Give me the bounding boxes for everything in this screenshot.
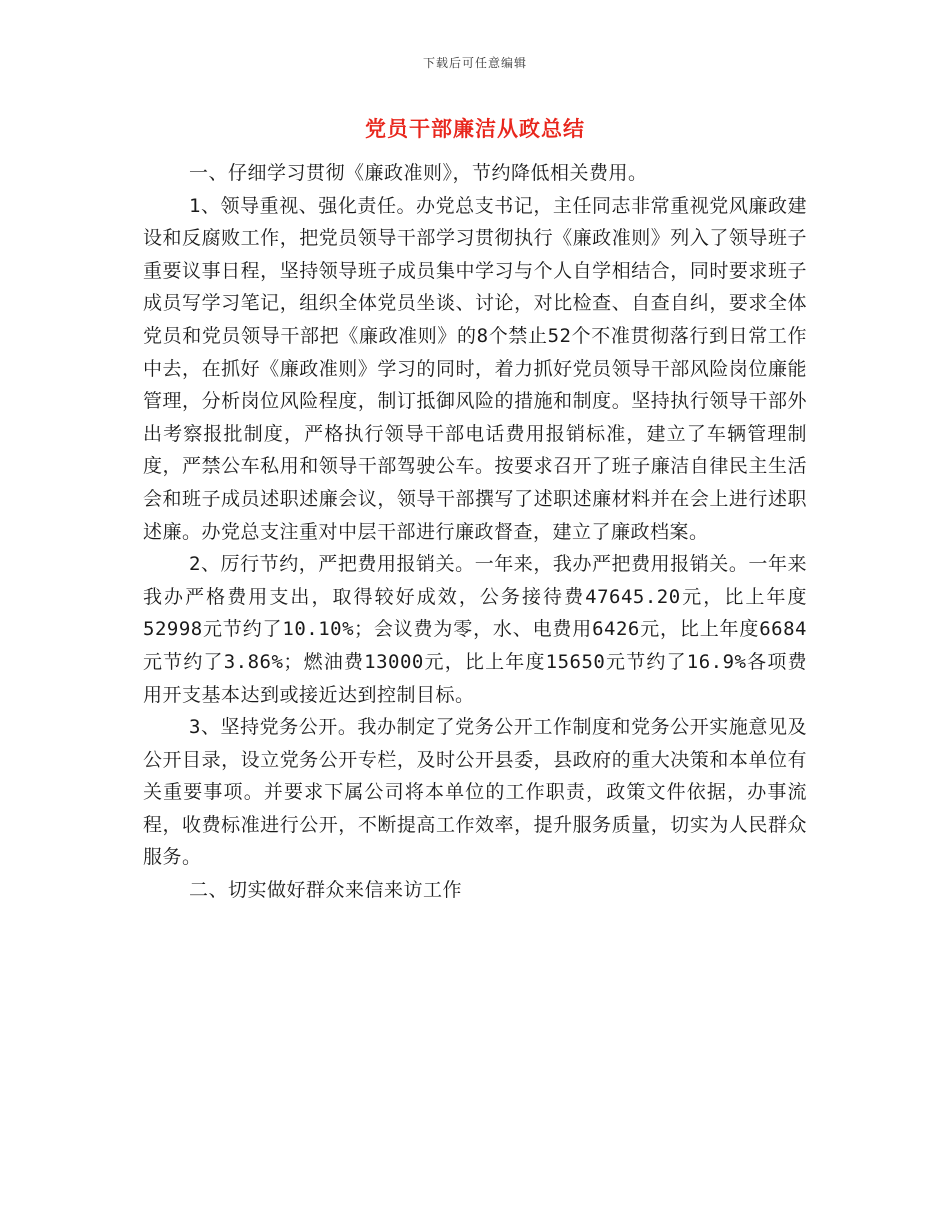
section-heading-2: 二、切实做好群众来信来访工作 [189,879,463,902]
header-note: 下载后可任意编辑 [422,56,527,70]
document-title: 党员干部廉洁从政总结 [365,117,585,141]
section-heading-1: 一、仔细学习贯彻《廉政准则》，节约降低相关费用。 [189,162,648,184]
paragraph-1: 1、领导重视、强化责任。办党总支书记，主任同志非常重视党风廉政建设和反腐败工作，把党员领导干部学习贯彻执行《廉政准则》列入了领导班子重要议事日程，坚持领导班子成员集中学习与个人自学相结合，同时要求班子成员写学习笔记，组织全体党员坐谈、讨论，对比检查、自查自纠，要求全体党员和党员领导干部把《廉政准则》的8个禁止52个不准贯彻落行到日常工作中去，在抓好《廉政准则》学习的同时，着力抓好党员领导干部风险岗位廉能管理，分析岗位风险程度，制订抵御风险的措施和制度。坚持执行领导干部外出考察报批制度，严格执行领导干部电话费用报销标准，建立了车辆管理制度，严禁公车私用和领导干部驾驶公车。按要求召开了班子廉洁自律民主生活会和班子成员述职述廉会议，领导干部撰写了述职述廉材料并在会上进行述职述廉。办党总支注重对中层干部进行廉政督查，建立了廉政档案。 [143,194,807,543]
paragraph-2: 2、厉行节约，严把费用报销关。一年来，我办严把费用报销关。一年来我办严格费用支出，取得较好成效，公务接待费47645.20元，比上年度52998元节约了10.10%；会议费为零，水、电费用6426元，比上年度6684元节约了3.86%；燃油费13000元，比上年度15650元节约了16.9%各项费用开支基本达到或接近达到控制目标。 [143,553,807,706]
paragraph-3: 3、坚持党务公开。我办制定了党务公开工作制度和党务公开实施意见及公开目录，设立党务公开专栏，及时公开县委，县政府的重大决策和本单位有关重要事项。并要求下属公司将本单位的工作职责，政策文件依据，办事流程，收费标准进行公开，不断提高工作效率，提升服务质量，切实为人民群众服务。 [143,716,807,869]
document-body [143,157,807,907]
